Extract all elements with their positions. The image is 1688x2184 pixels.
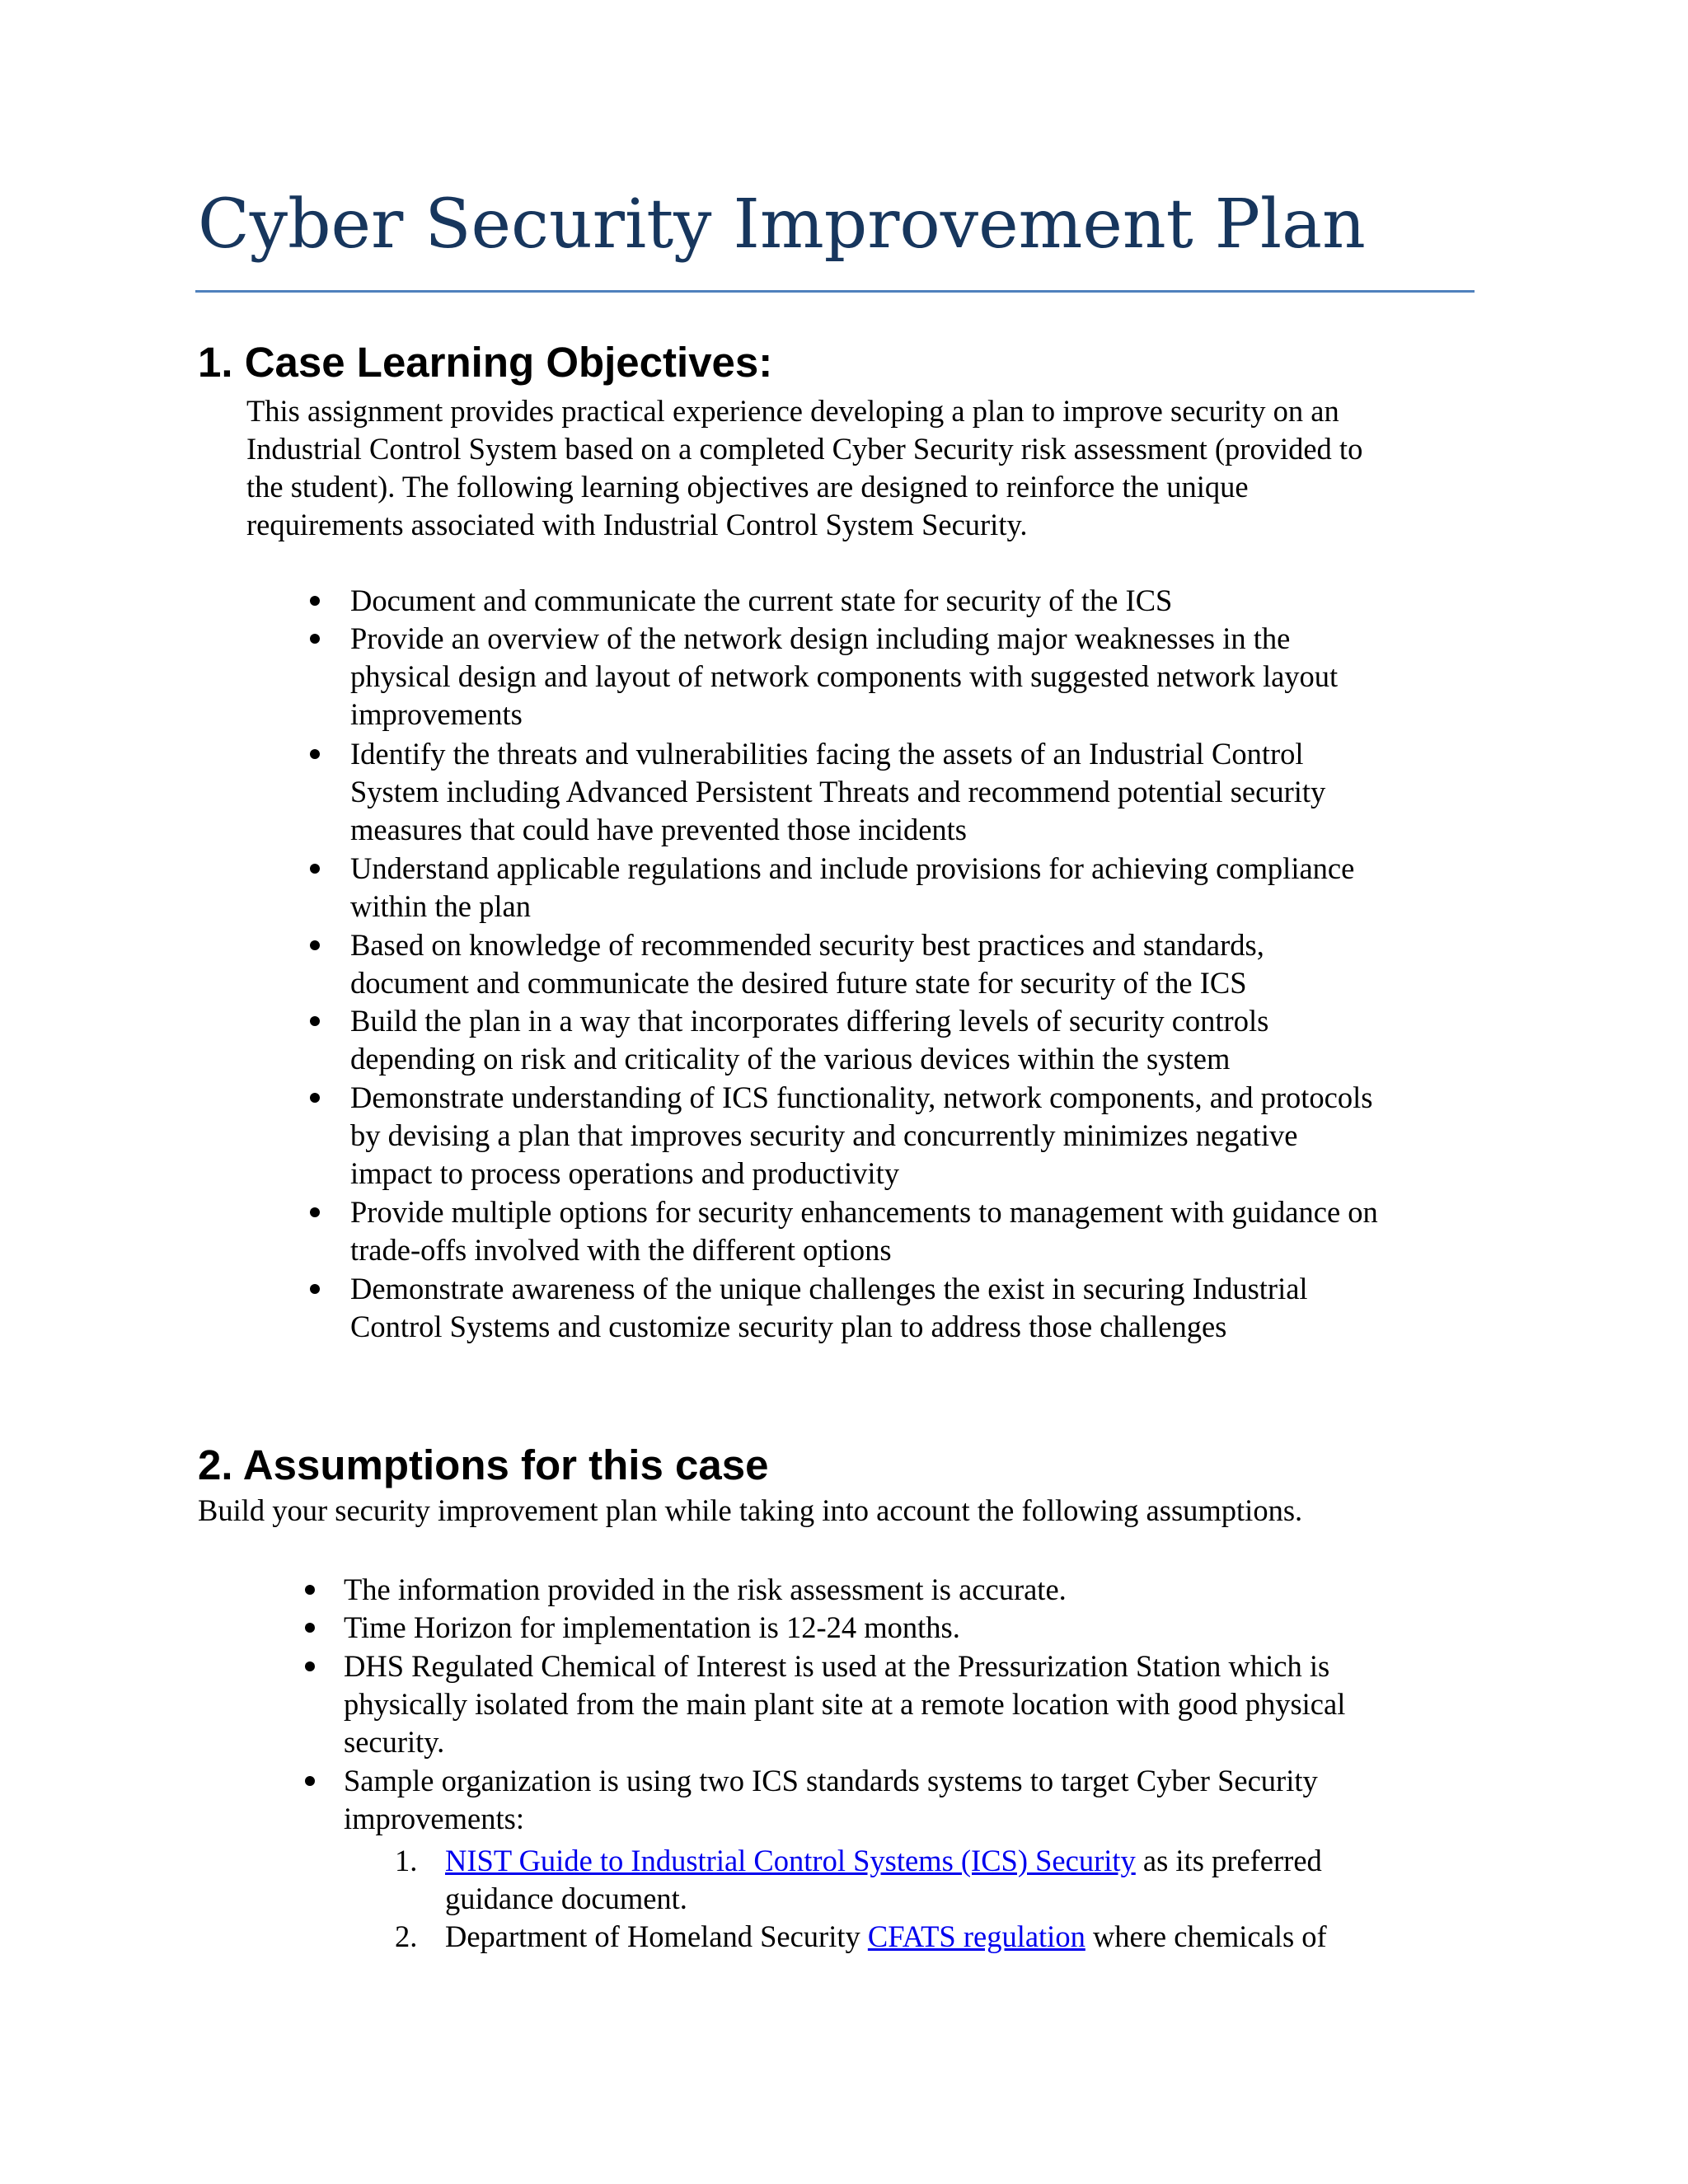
list-item-text	[350, 926, 1504, 1002]
cfats-regulation-link[interactable]: CFATS regulation	[867, 1919, 1085, 1953]
intro-line: Industrial Control System based on a completed Cyber Security risk assessment (provided to	[246, 432, 1363, 466]
numbered-item-text: Department of Homeland Security	[445, 1919, 868, 1953]
bullet-icon	[310, 864, 320, 874]
list-item-line: security.	[344, 1724, 445, 1759]
list-item-text	[350, 1079, 1504, 1193]
list-item-text	[344, 1762, 1498, 1838]
bullet-icon	[310, 1093, 320, 1103]
intro-line: Build your security improvement plan while taking into account the following assumptions.	[198, 1493, 1303, 1527]
list-item-line: by devising a plan that improves security and concurrently minimizes negative	[350, 1118, 1298, 1153]
intro-line: requirements associated with Industrial Control System Security.	[246, 508, 1028, 541]
bullet-icon	[310, 1207, 320, 1217]
list-item-line: Identify the threats and vulnerabilities facing the assets of an Industrial Control	[350, 736, 1304, 771]
list-item-text	[350, 1002, 1504, 1078]
list-item-text	[350, 1270, 1504, 1346]
numbered-item-text: as its preferred	[1135, 1844, 1322, 1877]
list-item-text	[344, 1571, 1498, 1609]
list-item-line: The information provided in the risk assessment is accurate.	[344, 1572, 1067, 1606]
list-item-text	[350, 850, 1504, 926]
intro-line: the student). The following learning objectives are designed to reinforce the unique	[246, 470, 1249, 504]
bullet-icon	[310, 596, 320, 606]
numbered-item	[445, 1918, 1681, 1956]
list-item-line: Provide an overview of the network design including major weaknesses in the	[350, 621, 1291, 656]
numbered-item-line	[445, 1918, 1681, 1956]
title-underline	[195, 290, 1475, 293]
numbered-item	[445, 1842, 1681, 1918]
list-item-text	[350, 620, 1504, 733]
nist-guide-link[interactable]: NIST Guide to Industrial Control Systems (ICS) Security	[445, 1844, 1136, 1877]
list-item-line: Control Systems and customize security plan to address those challenges	[350, 1310, 1227, 1344]
list-item-line: document and communicate the desired future state for security of the ICS	[350, 965, 1247, 1000]
list-item-line: Sample organization is using two ICS standards systems to target Cyber Security	[344, 1764, 1318, 1797]
numbered-item-line	[445, 1842, 1681, 1880]
intro-line: This assignment provides practical experience developing a plan to improve security on an	[246, 394, 1339, 428]
section-1-heading: 1. Case Learning Objectives:	[198, 339, 773, 386]
list-item-line: System including Advanced Persistent Threats and recommend potential security	[350, 774, 1326, 808]
list-item-line: physically isolated from the main plant site at a remote location with good physical	[344, 1686, 1346, 1721]
list-item-line: Document and communicate the current state for security of the ICS	[350, 583, 1173, 617]
list-item-line: Provide multiple options for security enhancements to management with guidance on	[350, 1195, 1378, 1230]
numbered-item-text: where chemicals of	[1085, 1919, 1327, 1953]
list-item-text	[350, 735, 1504, 849]
list-item-line: trade-offs involved with the different options	[350, 1233, 892, 1268]
bullet-icon	[310, 749, 320, 759]
bullet-icon	[305, 1661, 315, 1671]
bullet-icon	[310, 1016, 320, 1026]
list-item-line: Understand applicable regulations and include provisions for achieving compliance	[350, 851, 1355, 885]
list-item-text	[344, 1609, 1498, 1647]
list-item-line: Build the plan in a way that incorporates differing levels of security controls	[350, 1004, 1269, 1038]
list-item-line: impact to process operations and productivity	[350, 1156, 899, 1191]
section-2-heading: 2. Assumptions for this case	[198, 1441, 769, 1488]
list-item-line: Demonstrate understanding of ICS functionality, network components, and protocols	[350, 1080, 1373, 1115]
bullet-icon	[305, 1776, 315, 1786]
numbered-item-line: guidance document.	[445, 1882, 687, 1915]
list-item-line: within the plan	[350, 888, 531, 923]
bullet-icon	[310, 940, 320, 950]
section-2-intro	[198, 1492, 1434, 1530]
list-item-line: DHS Regulated Chemical of Interest is used at the Pressurization Station which is	[344, 1648, 1330, 1683]
document-title: Cyber Security Improvement Plan	[198, 185, 1366, 264]
list-item-line: improvements	[350, 697, 523, 732]
list-item-line: measures that could have prevented those incidents	[350, 812, 968, 846]
list-item-line: improvements:	[344, 1802, 524, 1835]
list-item-line: Demonstrate awareness of the unique challenges the exist in securing Industrial	[350, 1272, 1308, 1306]
list-item-text	[344, 1647, 1498, 1761]
list-item-line: Based on knowledge of recommended security best practices and standards,	[350, 927, 1264, 962]
list-item-line: Time Horizon for implementation is 12-24 months.	[344, 1610, 960, 1645]
bullet-icon	[310, 634, 320, 644]
list-item-line: depending on risk and criticality of the various devices within the system	[350, 1042, 1231, 1076]
bullet-icon	[310, 1284, 320, 1294]
section-1-intro	[246, 392, 1483, 544]
bullet-icon	[305, 1623, 315, 1633]
list-number: 1.	[395, 1844, 418, 1877]
list-item-text	[350, 582, 1504, 620]
list-item-text	[350, 1193, 1504, 1269]
list-number: 2.	[395, 1919, 418, 1953]
bullet-icon	[305, 1585, 315, 1595]
list-item-line: physical design and layout of network components with suggested network layout	[350, 659, 1339, 694]
